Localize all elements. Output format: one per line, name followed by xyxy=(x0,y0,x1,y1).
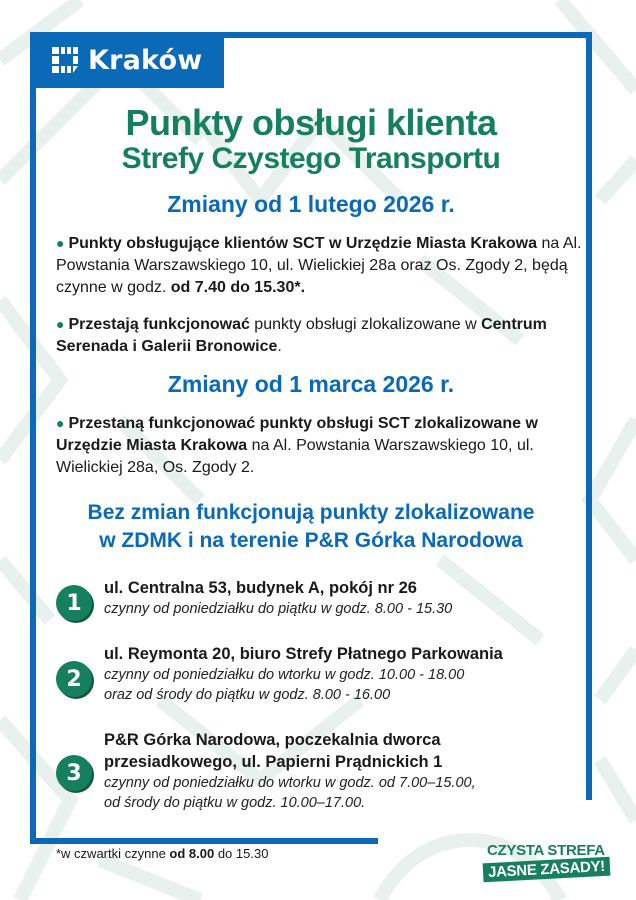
location-title: P&R Górka Narodowa, poczekalnia dworca przesiadkowego, ul. Papierni Prądnickich 1 xyxy=(104,731,443,771)
feb-item-2 xyxy=(56,313,586,358)
feb-item-1-hours: od 7.40 do 15.30*. xyxy=(170,279,306,296)
footnote-bold: od 8.00 xyxy=(169,846,215,861)
page-subtitle: Strefy Czystego Transportu xyxy=(121,142,501,175)
blue-frame-bottom xyxy=(30,838,378,844)
heading-unchanged xyxy=(36,499,586,555)
heading-unchanged-line2: w ZDMK i na terenie P&R Górka Narodowa xyxy=(99,529,523,552)
bullet-icon: ● xyxy=(56,415,65,431)
location-title: ul. Reymonta 20, biuro Strefy Płatnego Parkowania xyxy=(104,645,503,663)
campaign-badge xyxy=(483,842,610,882)
feb-item-2-places: Centrum Serenada i Galerii Bronowice xyxy=(56,316,547,355)
feb-item-2-end: . xyxy=(277,338,282,355)
page-title: Punkty obsługi klienta xyxy=(125,102,497,143)
number-badge: 1 xyxy=(56,585,92,621)
number-badge: 2 xyxy=(56,661,92,697)
mar-item-1-text: na Al. Powstania Warszawskiego 10, ul. Wielickiej 28a, Os. Zgody 2. xyxy=(56,437,534,476)
logo-text: Kraków xyxy=(88,44,203,76)
feb-item-1 xyxy=(56,232,586,299)
location-hours: od środy do piątku w godz. 10.00–17.00. xyxy=(104,795,366,811)
heading-feb: Zmiany od 1 lutego 2026 r. xyxy=(167,191,455,217)
badge-bottom-text: JASNE ZASADY! xyxy=(483,857,611,883)
feb-item-2-text: punkty obsługi zlokalizowane w xyxy=(249,316,482,333)
footnote xyxy=(56,846,268,861)
location-1 xyxy=(56,577,586,619)
krakow-logo xyxy=(30,32,224,88)
mar-item-1 xyxy=(56,412,586,479)
bullet-icon: ● xyxy=(56,235,65,251)
mar-item-1-lead: Przestaną funkcjonować punkty obsługi SCT zlokalizowane w Urzędzie Miasta Krakowa xyxy=(56,415,538,454)
feb-item-2-lead: Przestają funkcjonować xyxy=(68,316,250,333)
location-title: ul. Centralna 53, budynek A, pokój nr 26 xyxy=(104,579,417,597)
location-hours: oraz od środy do piątku w godz. 8.00 - 16.00 xyxy=(104,687,391,703)
location-hours: czynny od poniedziałku do piątku w godz. 8.00 - 15.30 xyxy=(104,601,453,617)
content xyxy=(36,88,586,813)
location-2 xyxy=(56,643,586,705)
footnote-prefix: *w czwartki czynne xyxy=(56,846,170,861)
number-badge: 3 xyxy=(56,755,92,791)
feb-item-1-text: na Al. Powstania Warszawskiego 10, ul. Wielickiej 28a oraz Os. Zgody 2, będą czynne w godz. xyxy=(56,235,582,296)
location-hours: czynny od poniedziałku do wtorku w godz. od 7.00–15.00, xyxy=(104,775,476,791)
krakow-city-logo-icon xyxy=(52,47,78,73)
heading-mar: Zmiany od 1 marca 2026 r. xyxy=(167,371,455,397)
bullet-icon: ● xyxy=(56,316,65,332)
badge-top-text: CZYSTA STREFA xyxy=(487,842,605,859)
heading-unchanged-line1: Bez zmian funkcjonują punkty zlokalizowane xyxy=(87,501,535,524)
footnote-suffix: do 15.30 xyxy=(214,846,269,861)
feb-item-1-lead: Punkty obsługujące klientów SCT w Urzędzie Miasta Krakowa xyxy=(68,235,538,252)
location-3 xyxy=(56,729,544,813)
location-hours: czynny od poniedziałku do wtorku w godz. 10.00 - 18.00 xyxy=(104,667,465,683)
